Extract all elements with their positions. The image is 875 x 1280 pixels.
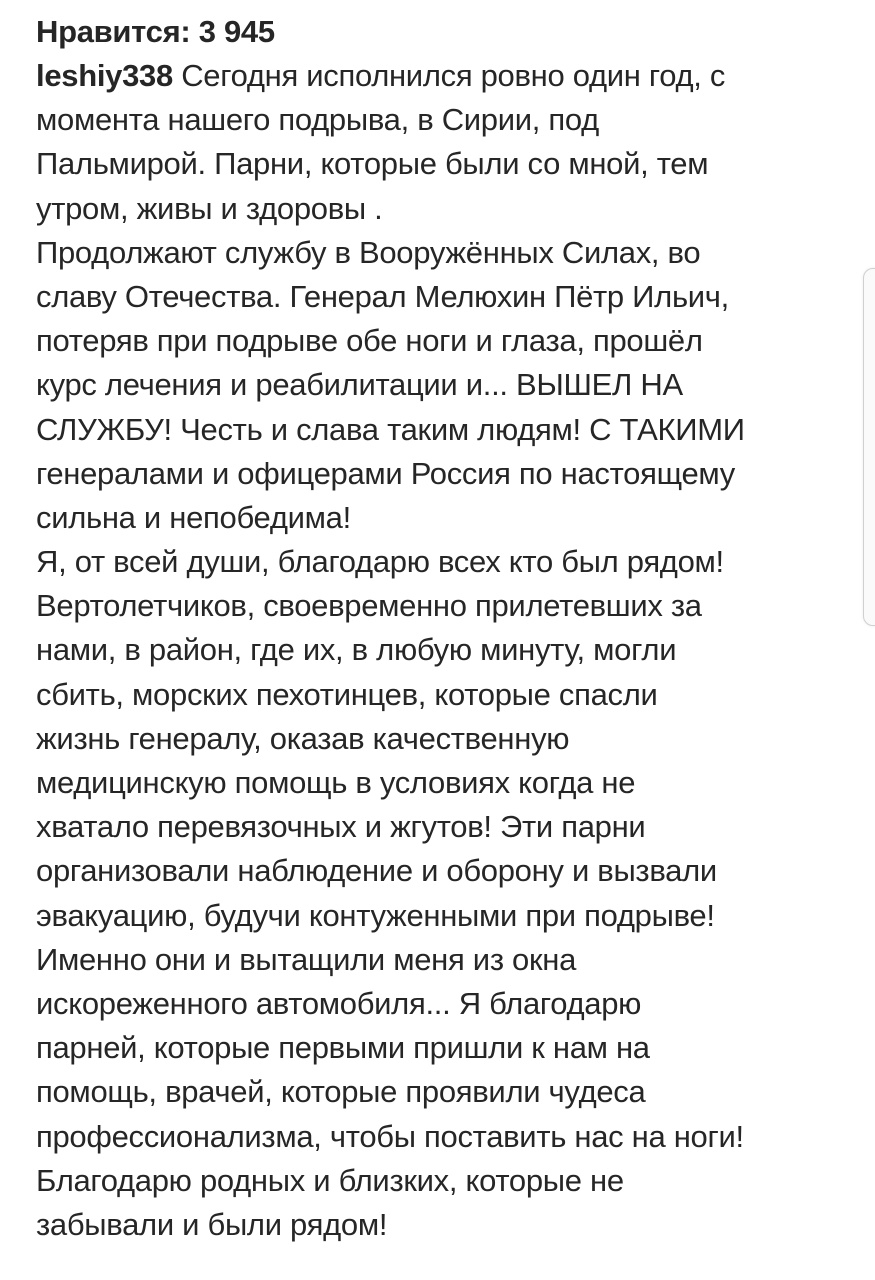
caption-line-5: славу Отечества. Генерал Мелюхин Пётр Ильич,	[36, 278, 729, 314]
caption-line-20: Именно они и вытащили меня из окна	[36, 941, 577, 977]
caption-line-0: Сегодня исполнился ровно один год, с	[172, 58, 726, 93]
caption-text	[36, 54, 848, 1247]
caption-line-17: хватало перевязочных и жгутов! Эти парни	[36, 809, 646, 845]
caption-line-6: потеряв при подрыве обе ноги и глаза, прошёл	[36, 323, 703, 359]
caption-line-23: помощь, врачей, которые проявили чудеса	[36, 1074, 646, 1110]
caption-line-18: организовали наблюдение и оборону и вызвали	[36, 853, 717, 889]
caption-line-22: парней, которые первыми пришли к нам на	[36, 1030, 650, 1066]
caption-line-4: Продолжают службу в Вооружённых Силах, во	[36, 234, 701, 270]
caption-line-3: утром, живы и здоровы .	[36, 190, 383, 226]
caption-line-25: Благодарю родных и близких, которые не	[36, 1162, 624, 1198]
scrollbar-thumb[interactable]	[863, 268, 875, 626]
caption-line-16: медицинскую помощь в условиях когда не	[36, 765, 636, 800]
caption-line-first	[36, 54, 848, 98]
caption-line-19: эвакуацию, будучи контуженными при подрыве!	[36, 897, 715, 933]
caption-line-2: Пальмирой. Парни, которые были со мной, тем	[36, 146, 709, 182]
caption-line-26: забывали и были рядом!	[36, 1206, 388, 1242]
caption-line-7: курс лечения и реабилитации и... ВЫШЕЛ НА	[36, 367, 683, 403]
caption-line-9: генералами и офицерами Россия по настоящему	[36, 455, 735, 491]
caption-line-10: сильна и непобедима!	[36, 499, 351, 535]
caption-line-14: сбить, морских пехотинцев, которые спасли	[36, 676, 658, 712]
caption-line-13: нами, в район, где их, в любую минуту, могли	[36, 632, 677, 668]
post-caption-section	[36, 10, 848, 1247]
caption-line-21: искореженного автомобиля... Я благодарю	[36, 985, 642, 1021]
caption-line-1: момента нашего подрыва, в Сирии, под	[36, 102, 599, 138]
caption-line-8: СЛУЖБУ! Честь и слава таким людям! С ТАКИМИ	[36, 411, 745, 447]
likes-count[interactable]: Нравится: 3 945	[36, 14, 275, 49]
caption-line-15: жизнь генералу, оказав качественную	[36, 720, 570, 756]
caption-line-12: Вертолетчиков, своевременно прилетевших за	[36, 588, 702, 624]
caption-line-11: Я, от всей души, благодарю всех кто был рядом!	[36, 544, 724, 580]
caption-line-24: профессионализма, чтобы поставить нас на ноги!	[36, 1118, 744, 1154]
username-link[interactable]: leshiy338	[36, 58, 173, 93]
